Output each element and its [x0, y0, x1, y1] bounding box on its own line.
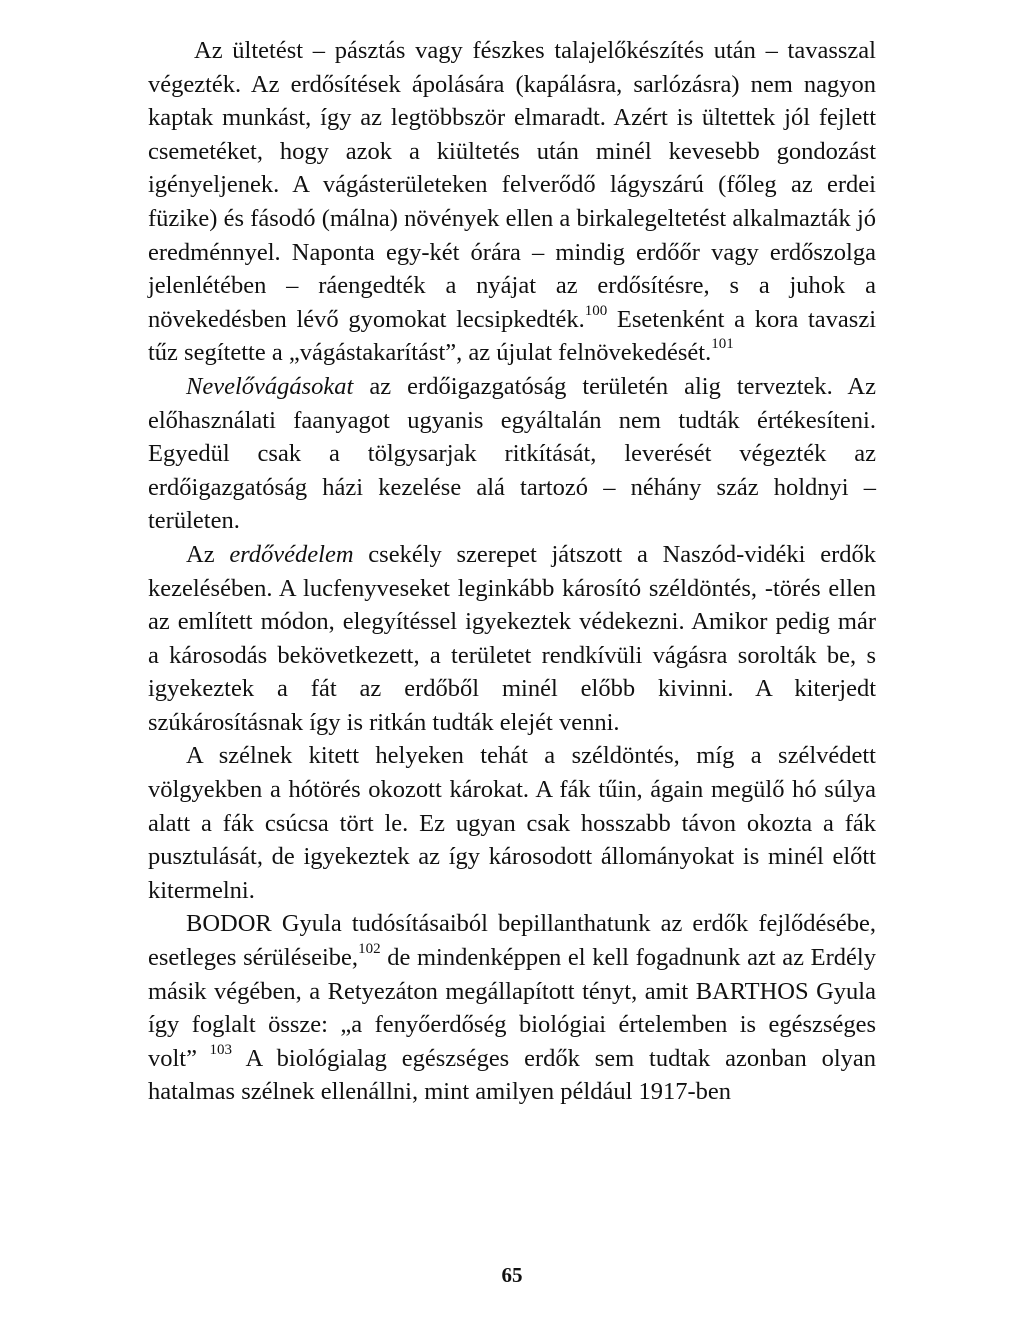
text-segment: A szélnek kitett helyeken tehát a széldöntés, míg a szélvédett völgyekben a hótörés okozott károkat. A fák tűin, ágain megülő hó súlya alatt a fák csúcsa tört le. Ez ugyan csak hosszabb távon okozta a fák pusztulását, de igyekeztek az így károsodott állományokat is minél előtt kitermelni. — [148, 742, 876, 904]
text-segment: de mindenképpen el kell fogadnunk azt az Erdély másik végében, a Retyezáton megállapított tényt, amit BARTHOS Gyula így foglalt össze: „a fenyőerdőség biológiai értelemben is egészséges volt” — [148, 944, 876, 1072]
text-segment: az erdőigazgatóság területén alig terveztek. Az előhasználati faanyagot ugyanis egyáltalán nem tudták értékesíteni. Egyedül csak a tölgysarjak ritkítását, leverését végezték az erdőigazgatóság házi kezelése alá tartozó – néhány száz holdnyi – területen. — [148, 372, 876, 535]
footnote-ref-102: 102 — [358, 940, 381, 957]
paragraph-wind-snow-damage — [148, 739, 876, 907]
footnote-ref-101: 101 — [711, 336, 734, 353]
footnote-ref-103: 103 — [197, 1041, 232, 1058]
paragraph-forest-protection — [148, 538, 876, 740]
italic-term: Nevelővágásokat — [186, 372, 354, 400]
page-body — [148, 34, 876, 1109]
paragraph-planting — [148, 34, 876, 370]
text-segment: Az — [186, 540, 230, 568]
text-segment: BODOR Gyula tudósításaiból bepillanthatunk az erdők fejlődésébe, esetleges sérüléseibe, — [148, 910, 876, 972]
paragraph-bodor — [148, 907, 876, 1109]
text-segment: Az ültetést – pásztás vagy fészkes talajelőkészítés után – tavasszal végezték. Az erdősítések ápolására (kapálásra, sarlózásra) nem nagyon kaptak munkást, így az legtöbbször elmaradt. Azért is ültettek jól fejlett csemetéket, hogy azok a kiültetés után minél kevesebb gondozást igényeljenek. A vágásterületeken felverődő lágyszárú (főleg az erdei füzike) és fásodó (málna) növények ellen a birkalegeltetést alkalmazták jó eredménnyel. Naponta egy-két órára – mindig erdőőr vagy erdőszolga jelenlétében – ráengedték a nyájat az erdősítésre, s a juhok a növekedésben lévő gyomokat lecsipkedték. — [148, 37, 876, 333]
italic-term: erdővédelem — [229, 540, 354, 568]
paragraph-thinning — [148, 370, 876, 538]
text-segment: Esetenként a kora tavaszi tűz segítette a „vágástakarítást”, az újulat felnövekedését. — [148, 305, 877, 367]
text-segment: A biológialag egészséges erdők sem tudtak azonban olyan hatalmas szélnek ellenállni, mint amilyen például 1917-ben — [148, 1044, 877, 1106]
page-number: 65 — [501, 1263, 523, 1287]
text-segment: csekély szerepet játszott a Naszód-vidéki erdők kezelésében. A lucfenyveseket leginkább károsító széldöntés, -törés ellen az említett módon, elegyítéssel igyekeztek védekezni. Amikor pedig már a károsodás bekövetkezett, a területet rendkívüli vágásra sorolták be, s igyekeztek a fát az erdőből minél előbb kivinni. A kiterjedt szúkárosításnak így is ritkán tudták elejét venni. — [148, 540, 876, 736]
footnote-ref-100: 100 — [584, 302, 608, 319]
